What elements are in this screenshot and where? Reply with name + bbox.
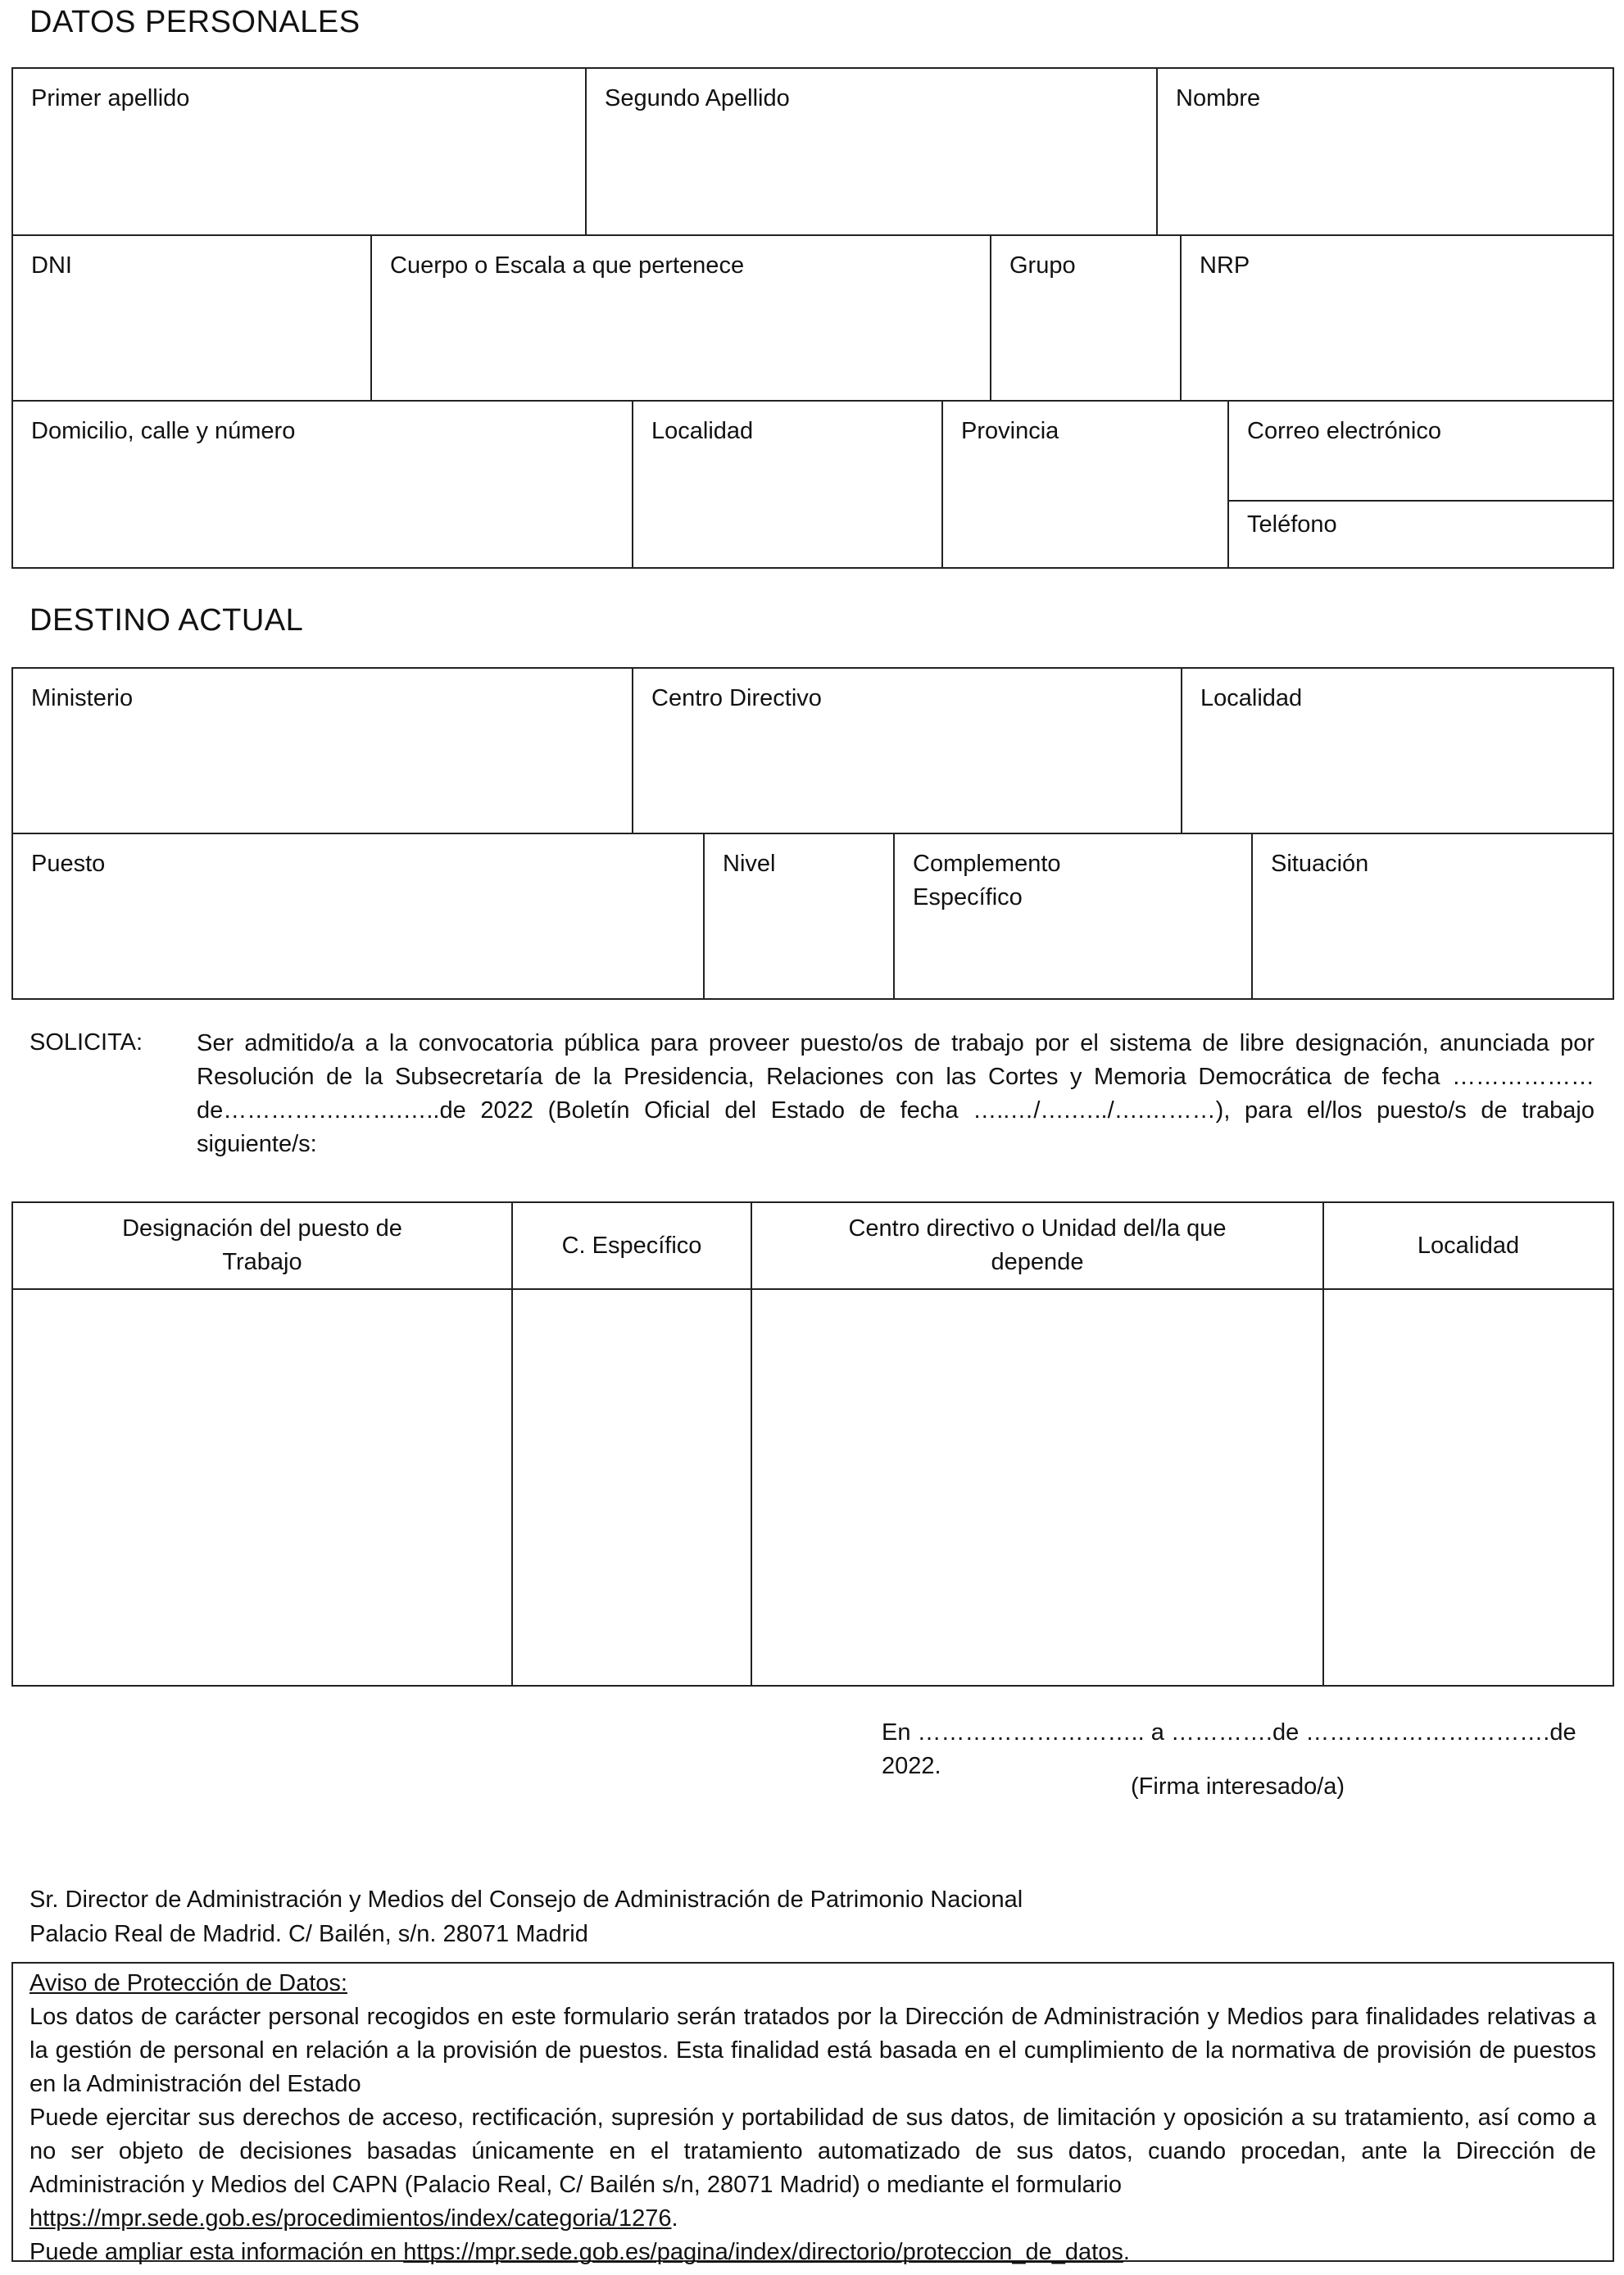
field-label: Puesto <box>31 851 106 877</box>
header-line: Trabajo <box>222 1249 302 1275</box>
field-complemento-especifico[interactable] <box>895 834 1253 998</box>
field-label: Domicilio, calle y número <box>31 418 296 444</box>
aviso-title: Aviso de Protección de Datos: <box>29 1970 347 1996</box>
aviso-paragraph-3: Puede ampliar esta información en <box>29 2239 404 2265</box>
header-line: C. Específico <box>561 1232 702 1259</box>
datos-personales-grid <box>11 67 1614 569</box>
field-puesto[interactable] <box>13 834 705 998</box>
table-cell-c-especifico[interactable] <box>513 1290 751 1685</box>
field-label-line2: Específico <box>913 883 1023 910</box>
header-line: Localidad <box>1417 1232 1520 1259</box>
field-nrp[interactable] <box>1182 236 1613 402</box>
field-label: Centro Directivo <box>651 685 822 711</box>
field-label: Segundo Apellido <box>605 85 790 111</box>
table-cell-designacion[interactable] <box>13 1290 511 1685</box>
field-correo-electronico[interactable] <box>1229 402 1613 502</box>
field-label: Grupo <box>1009 252 1076 279</box>
table-header-c-especifico <box>513 1203 752 1288</box>
destinatario-line2: Palacio Real de Madrid. C/ Bailén, s/n. 28071 Madrid <box>29 1921 588 1947</box>
aviso-paragraph-2: Puede ejercitar sus derechos de acceso, rectificación, supresión y portabilidad de sus datos, de limitación y oposición a su tratamiento, así como a no ser objeto de decisiones basadas únicamente en el tratamiento automatizado de sus datos, cuando procedan, ante la Dirección de Administración y Medios del CAPN (Palacio Real, C/ Bailén s/n, 28071 Madrid) o mediante el formulario <box>29 2105 1596 2198</box>
field-label: Situación <box>1271 851 1369 877</box>
table-cell-localidad[interactable] <box>1324 1290 1613 1685</box>
table-cell-centro-directivo[interactable] <box>752 1290 1322 1685</box>
field-segundo-apellido[interactable] <box>587 69 1158 236</box>
field-primer-apellido[interactable] <box>13 69 587 236</box>
aviso-proteccion-datos <box>11 1962 1614 2265</box>
field-ministerio[interactable] <box>13 669 633 834</box>
field-label: NRP <box>1200 252 1250 279</box>
link-proteccion-datos[interactable]: https://mpr.sede.gob.es/pagina/index/directorio/proteccion_de_datos <box>403 2239 1123 2265</box>
destinatario-line1: Sr. Director de Administración y Medios del Consejo de Administración de Patrimonio Nacional <box>29 1887 1023 1913</box>
field-label: DNI <box>31 252 72 279</box>
field-provincia[interactable] <box>943 402 1229 567</box>
field-situacion[interactable] <box>1253 834 1613 998</box>
section-title-datos-personales: DATOS PERSONALES <box>29 5 361 39</box>
link-suffix: . <box>1123 2239 1130 2265</box>
field-grupo[interactable] <box>991 236 1182 402</box>
table-header-localidad <box>1324 1203 1613 1288</box>
field-label: Primer apellido <box>31 85 190 111</box>
table-header-designacion <box>13 1203 513 1288</box>
field-domicilio[interactable] <box>13 402 633 567</box>
header-line: Designación del puesto de <box>122 1215 402 1242</box>
field-label: Correo electrónico <box>1247 418 1441 444</box>
table-header-row <box>13 1203 1613 1290</box>
field-nivel[interactable] <box>705 834 895 998</box>
section-title-destino-actual: DESTINO ACTUAL <box>29 603 304 638</box>
field-nombre[interactable] <box>1158 69 1613 236</box>
field-label-line1: Complemento <box>913 851 1061 877</box>
field-cuerpo-escala[interactable] <box>372 236 991 402</box>
field-label: Localidad <box>651 418 754 444</box>
link-suffix: . <box>671 2205 678 2232</box>
destino-actual-grid <box>11 667 1614 1000</box>
solicita-label: SOLICITA: <box>29 1029 143 1056</box>
field-centro-directivo[interactable] <box>633 669 1182 834</box>
table-header-centro-directivo <box>752 1203 1324 1288</box>
firma-interesado: (Firma interesado/a) <box>1131 1773 1345 1800</box>
field-label: Localidad <box>1200 685 1303 711</box>
aviso-paragraph-1: Los datos de carácter personal recogidos en este formulario serán tratados por la Dirección de Administración y Medios para finalidades relativas a la gestión de personal en relación a la provisión de puestos. Esta finalidad está basada en el cumplimiento de la normativa de provisión de puestos en la Administración del Estado <box>29 2004 1596 2097</box>
field-label: Cuerpo o Escala a que pertenece <box>390 252 745 279</box>
puestos-table <box>11 1201 1614 1687</box>
solicita-text: Ser admitido/a a la convocatoria pública para proveer puesto/os de trabajo por el sistema de libre designación, anunciada por Resolución de la Subsecretaría de la Presidencia, Relaciones con las Cortes y Memoria Democrática de fecha ………………de…………….…….…..de 2022 (Boletín Oficial del Estado de fecha …..…/….…../….………), para el/los puesto/s de trabajo siguiente/s: <box>197 1030 1595 1157</box>
header-line: depende <box>991 1249 1084 1275</box>
field-label: Provincia <box>961 418 1059 444</box>
field-label: Teléfono <box>1247 511 1337 538</box>
link-procedimientos[interactable]: https://mpr.sede.gob.es/procedimientos/index/categoria/1276 <box>29 2205 672 2232</box>
field-dni[interactable] <box>13 236 372 402</box>
table-body-row <box>13 1290 1613 1685</box>
field-label: Ministerio <box>31 685 134 711</box>
field-label: Nombre <box>1176 85 1261 111</box>
field-localidad[interactable] <box>633 402 943 567</box>
field-localidad-destino[interactable] <box>1182 669 1613 834</box>
fecha-lugar-line: En ……………………….. a ………….de ………………………….de 2022. <box>882 1719 1576 1779</box>
field-label: Nivel <box>723 851 776 877</box>
header-line: Centro directivo o Unidad del/la que <box>848 1215 1227 1242</box>
field-telefono[interactable] <box>1229 502 1613 567</box>
